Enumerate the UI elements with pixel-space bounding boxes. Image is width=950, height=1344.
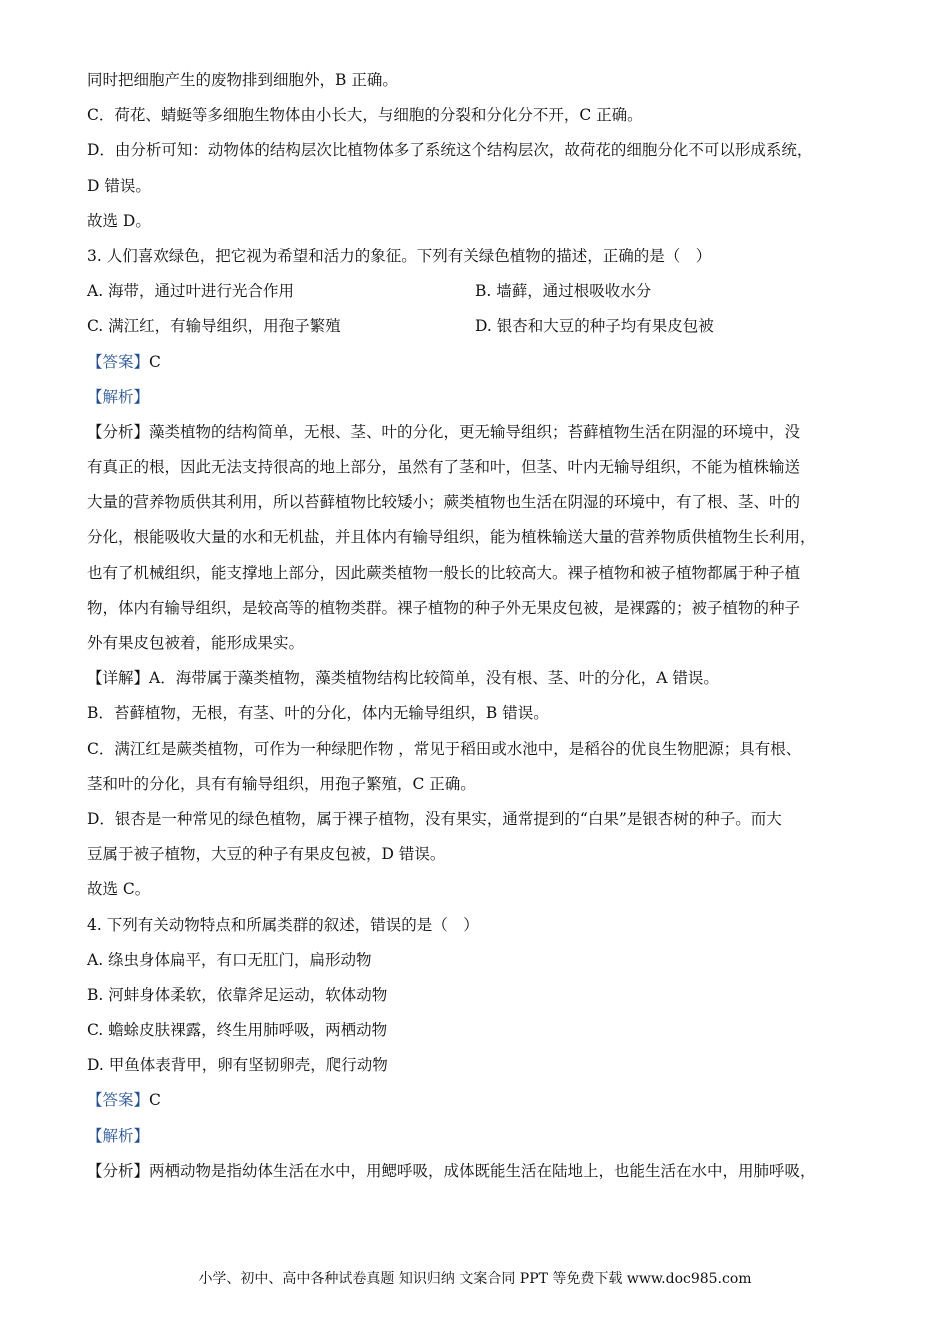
text-line: 大量的营养物质供其利用，所以苔藓植物比较矮小；蕨类植物也生活在阴湿的环境中，有了根、茎、叶的	[87, 493, 801, 512]
fenxi-tag: 【分析】	[87, 1161, 150, 1180]
fenxi-line	[87, 422, 877, 442]
text-line: D．由分析可知：动物体的结构层次比植物体多了系统这个结构层次，故荷花的细胞分化不可以形成系统，	[87, 141, 813, 160]
option-b: B. 河蚌身体柔软，依靠斧足运动，软体动物	[87, 985, 388, 1004]
answer-value: C	[149, 1091, 161, 1110]
text-line: C．满江红是蕨类植物，可作为一种绿肥作物 ，常见于稻田或水池中，是稻谷的优良生物肥源；具有根、	[87, 739, 802, 758]
answer-value: C	[149, 352, 161, 371]
text-line: 故选 D。	[87, 211, 151, 230]
page-footer: 小学、初中、高中各种试卷真题 知识归纳 文案合同 PPT 等免费下载 www.doc985.com	[198, 1271, 752, 1287]
text-line: 豆属于被子植物，大豆的种子有果皮包被，D 错误。	[87, 845, 446, 864]
analysis-tag-line	[87, 1126, 877, 1146]
text-line: 有真正的根，因此无法支持很高的地上部分，虽然有了茎和叶，但茎、叶内无输导组织，不能为植株输送	[87, 458, 801, 477]
text-line: 物，体内有输导组织，是较高等的植物类群。裸子植物的种子外无果皮包被，是裸露的；被子植物的种子	[87, 598, 801, 617]
text-line: C．荷花、蜻蜓等多细胞生物体由小长大，与细胞的分裂和分化分不开，C 正确。	[87, 106, 643, 125]
answer-tag: 【答案】	[87, 352, 150, 371]
question-3-options-row-2	[87, 316, 877, 336]
option-a: A. 绦虫身体扁平，有口无肛门，扁形动物	[87, 950, 372, 969]
answer-line	[87, 352, 877, 372]
analysis-tag: 【解析】	[87, 387, 150, 406]
xiangjie-tag: 【详解】	[87, 669, 150, 688]
text-line: 也有了机械组织，能支撑地上部分，因此蕨类植物一般长的比较高大。裸子植物和被子植物都属于种子植	[87, 563, 801, 582]
fenxi-tag: 【分析】	[87, 422, 150, 441]
option-c: C. 满江红，有输导组织，用孢子繁殖	[87, 317, 341, 336]
answer-line	[87, 1090, 877, 1110]
text-line: 茎和叶的分化，具有有输导组织，用孢子繁殖，C 正确。	[87, 774, 476, 793]
analysis-tag-line	[87, 387, 877, 407]
document-page	[87, 70, 877, 1196]
option-b: B. 墙藓，通过根吸收水分	[475, 282, 652, 301]
text-line: 分化，根能吸收大量的水和无机盐，并且体内有输导组织，能为植株输送大量的营养物质供植物生长利用，	[87, 528, 816, 547]
text-line: 外有果皮包被着，能形成果实。	[87, 634, 305, 652]
xiangjie-text: A．海带属于藻类植物，藻类植物结构比较简单，没有根、茎、叶的分化，A 错误。	[149, 669, 719, 688]
question-3-stem: 3. 人们喜欢绿色，把它视为希望和活力的象征。下列有关绿色植物的描述，正确的是（ ）	[87, 246, 712, 265]
text-line: D 错误。	[87, 176, 151, 195]
fenxi-text: 藻类植物的结构简单，无根、茎、叶的分化，更无输导组织；苔藓植物生活在阴湿的环境中，没	[149, 422, 801, 441]
text-line: D．银杏是一种常见的绿色植物，属于裸子植物，没有果实，通常提到的“白果”是银杏树的种子。而大	[87, 809, 782, 828]
xiangjie-line	[87, 668, 877, 688]
text-line: 故选 C。	[87, 880, 151, 899]
fenxi-text: 两栖动物是指幼体生活在水中，用鳃呼吸，成体既能生活在陆地上，也能生活在水中，用肺呼吸，	[149, 1161, 816, 1180]
question-3-options-row-1	[87, 281, 877, 301]
option-a: A. 海带，通过叶进行光合作用	[87, 282, 295, 301]
text-line: 同时把细胞产生的废物排到细胞外，B 正确。	[87, 71, 398, 89]
text-line: B．苔藓植物，无根，有茎、叶的分化，体内无输导组织，B 错误。	[87, 704, 549, 723]
option-d: D. 甲鱼体表背甲，卵有坚韧卵壳，爬行动物	[87, 1056, 388, 1075]
option-c: C. 蟾蜍皮肤裸露，终生用肺呼吸，两栖动物	[87, 1021, 388, 1040]
fenxi-line	[87, 1161, 877, 1181]
question-4-stem: 4. 下列有关动物特点和所属类群的叙述，错误的是（ ）	[87, 915, 479, 934]
option-d: D. 银杏和大豆的种子均有果皮包被	[475, 317, 714, 336]
analysis-tag: 【解析】	[87, 1126, 150, 1145]
answer-tag: 【答案】	[87, 1091, 150, 1110]
